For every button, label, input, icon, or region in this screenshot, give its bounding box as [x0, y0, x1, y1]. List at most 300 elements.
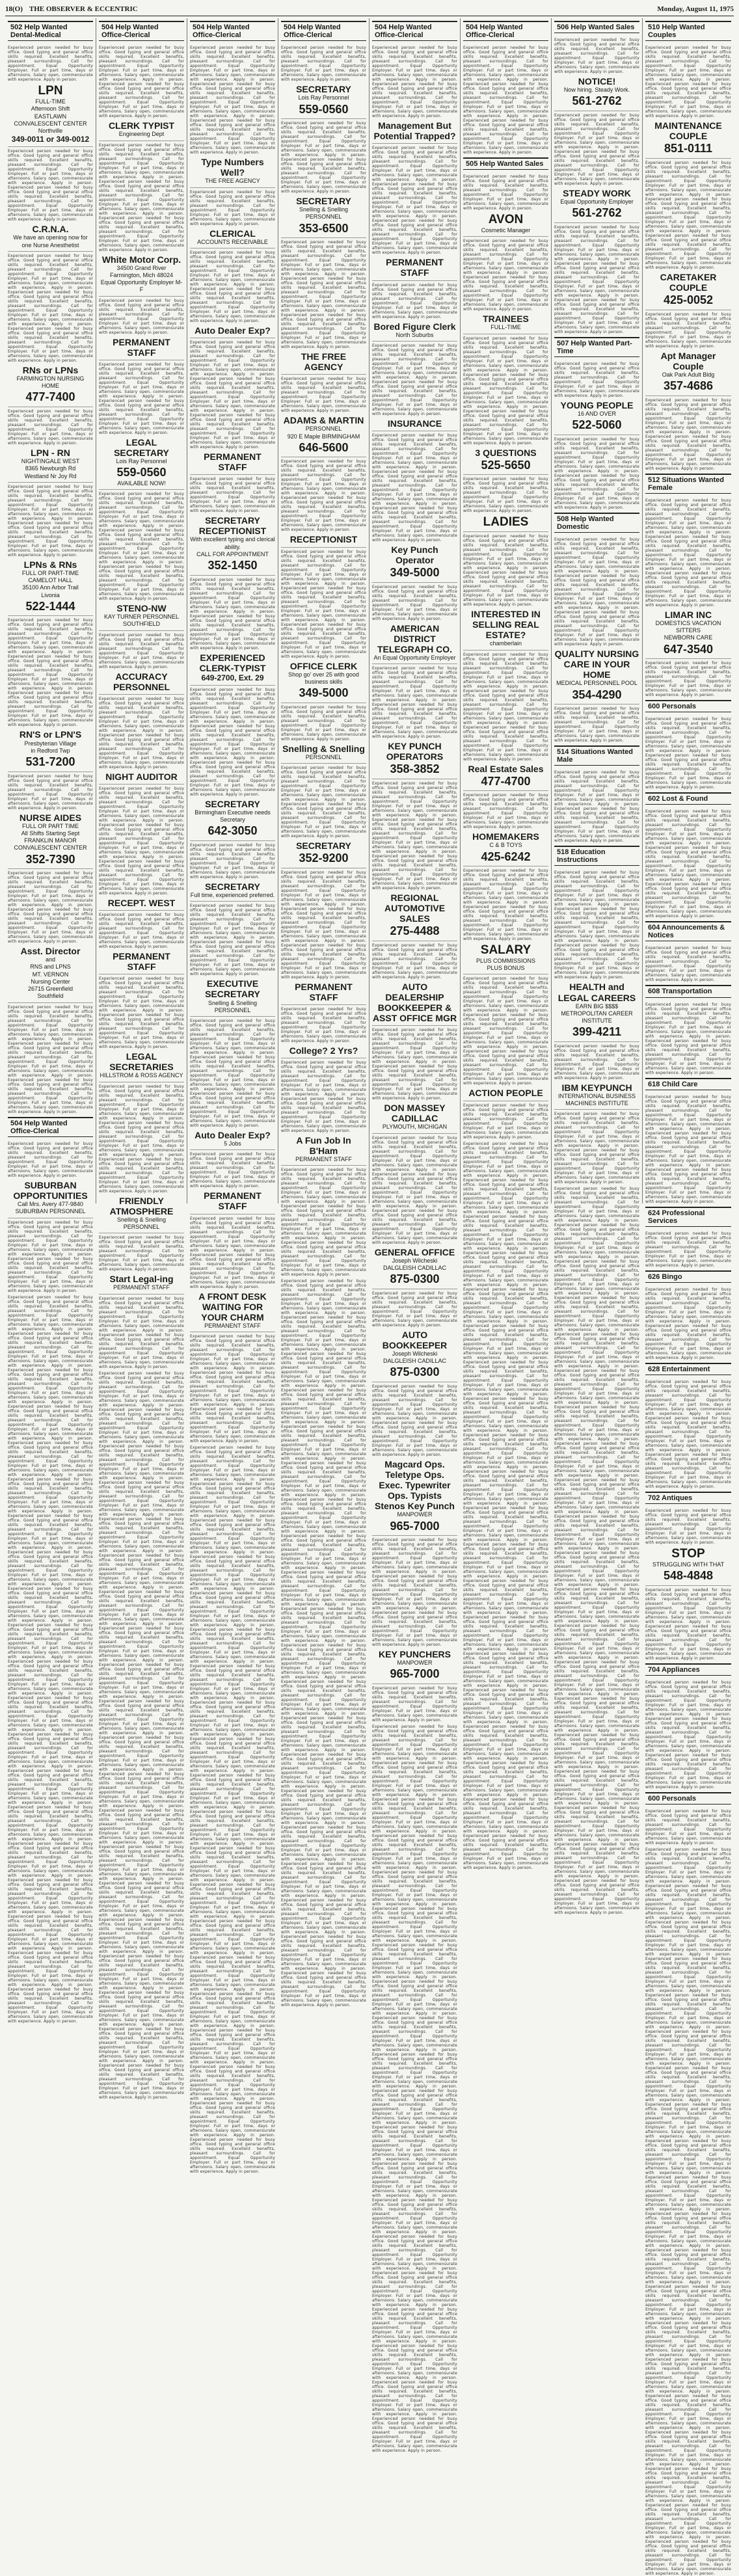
ad-line: 8365 Newburgh Rd — [25, 465, 76, 472]
ad-title: ACTION PEOPLE — [468, 1088, 543, 1099]
ad-line: 5 Jobs — [224, 1140, 241, 1147]
small-print-filler: Experienced person needed for busy office. Good typing and general office skills required. Excellent benefits, pleasant surroundings. Call for appointment. Equal Opportunity Employer. Full or part time, days or afternoons. Salary open, commensurate with experience. Apply in person. Experienced person needed for busy office. Good typing and general office skills required. Excellent benefits, pleasant surroundings. Call for appointment. Equal Opportunity Employer. Full or part time, days or afternoons. Salary open, commensurate with experience. Apply in person. Experienced person needed for busy office. Good typing and general office skills required. Excellent benefits, pleasant surroundings. Call for appointment. Equal Opportunity Employer. Full or part time, days or afternoons. Salary open, commensurate with experience. Apply in person. — [281, 870, 366, 980]
classified-ad — [281, 659, 366, 703]
ad-title: PERMANENT STAFF — [113, 950, 170, 973]
ad-line: 26715 Greenfield — [27, 986, 74, 993]
small-print-filler: Experienced person needed for busy office. Good typing and general office skills required. Excellent benefits, pleasant surroundings. Call for appointment. Equal Opportunity Employer. Full or part time, days or afternoons. Salary open, commensurate with experience. Apply in person. Experienced person needed for busy office. Good typing and general office skills required. Excellent benefits, pleasant surroundings. Call for appointment. Equal Opportunity Employer. Full or part time, days or afternoons. Salary open, commensurate with experience. Apply in person. — [645, 1287, 731, 1360]
small-print-filler: Experienced person needed for busy office. Good typing and general office skills required. Excellent benefits, pleasant surroundings. Call for appointment. Equal Opportunity Employer. Full or part time, days or afternoons. Salary open, commensurate with experience. Apply in person. — [554, 1043, 639, 1080]
section-heading: 624 Professional Services — [645, 1207, 731, 1227]
small-print-filler: Experienced person needed for busy office. Good typing and general office skills required. Excellent benefits, pleasant surroundings. Call for appointment. Equal Opportunity Employer. Full or part time, days or afternoons. Salary open, commensurate with experience. Apply in person. Experienced person needed for busy office. Good typing and general office skills required. Excellent benefits, pleasant surroundings. Call for appointment. Equal Opportunity Employer. Full or part time, days or afternoons. Salary open, commensurate with experience. Apply in person. Experienced person needed for busy office. Good typing and general office skills required. Excellent benefits, pleasant surroundings. Call for appointment. Equal Opportunity Employer. Full or part time, days or afternoons. Salary open, commensurate with experience. Apply in person. — [645, 1680, 731, 1790]
classified-ad — [372, 980, 457, 1026]
ad-title: AUTO DEALERSHIP BOOKKEEPER & ASST OFFICE MGR — [372, 981, 457, 1023]
column-5 — [370, 18, 461, 2453]
small-print-filler: Experienced person needed for busy office. Good typing and general office skills required. Excellent benefits, pleasant surroundings. Call for appointment. Equal Opportunity Employer. Full or part time, days or afternoons. Salary open, commensurate with experience. Apply in person. Experienced person needed for busy office. Good typing and general office skills required. Excellent benefits, pleasant surroundings. Call for appointment. Equal Opportunity Employer. Full or part time, days or afternoons. Salary open, commensurate with experience. Apply in person. Experienced person needed for busy office. Good typing and general office skills required. Excellent benefits, pleasant surroundings. Call for appointment. Equal Opportunity Employer. Full or part time, days or afternoons. Salary open, commensurate with experience. Apply in person. Experienced person needed for busy office. Good typing and general office skills required. Excellent benefits, pleasant surroundings. Call for appointment. Equal Opportunity Employer. Full or part time, days or afternoons. Salary open, commensurate with experience. Apply in person. Experienced person needed for busy office. Good typing and general office skills required. Excellent benefits, pleasant surroundings. Call for appointment. Equal Opportunity Employer. Full or part time, days or afternoons. Salary open, commensurate with experience. Apply in person. Experienced person needed for busy office. Good typing and general office skills required. Excellent benefits, pleasant surroundings. Call for appointment. Equal Opportunity Employer. Full or part time, days or afternoons. Salary open, commensurate with experience. Apply in person. Experienced person needed for busy office. Good typing and general office skills required. Excellent benefits, pleasant surroundings. Call for appointment. Equal Opportunity Employer. Full or part time, days or afternoons. Salary open, commensurate with experience. Apply in person. Experienced person needed for busy office. Good typing and general office skills required. Excellent benefits, pleasant surroundings. Call for appointment. Equal Opportunity Employer. Full or part time, days or afternoons. Salary open, commensurate with experience. Apply in person. Experienced person needed for busy office. Good typing and general office skills required. Excellent benefits, pleasant surroundings. Call for appointment. Equal Opportunity Employer. Full or part time, days or afternoons. Salary open, commensurate with experience. Apply in person. Experienced person needed for busy office. Good typing and general office skills required. Excellent benefits, pleasant surroundings. Call for appointment. Equal Opportunity Employer. Full or part time, days or afternoons. Salary open, commensurate with experience. Apply in person. Experienced person needed for busy office. Good typing and general office skills required. Excellent benefits, pleasant surroundings. Call for appointment. Equal Opportunity Employer. Full or part time, days or afternoons. Salary open, commensurate with experience. Apply in person. Experienced person needed for busy office. Good typing and general office skills required. Excellent benefits, pleasant surroundings. Call for appointment. Equal Opportunity Employer. Full or part time, days or afternoons. Salary open, commensurate with experience. Apply in person. Experienced person needed for busy office. Good typing and general office skills required. Excellent benefits, pleasant surroundings. Call for appointment. Equal Opportunity Employer. Full or part time, days or afternoons. Salary open, commensurate with experience. Apply in person. Experienced person needed for busy office. Good typing and general office skills required. Excellent benefits, pleasant surroundings. Call for appointment. Equal Opportunity Employer. Full or part time, days or afternoons. Salary open, commensurate with experience. Apply in person. Experienced person needed for busy office. Good typing and general office skills required. Excellent benefits, pleasant surroundings. Call for appointment. Equal Opportunity Employer. Full or part time, days or afternoons. Salary open, commensurate with experience. Apply in person. Experienced person needed for busy office. Good typing and general office skills required. Excellent benefits, pleasant surroundings. Call for appointment. Equal Opportunity Employer. Full or part time, days or afternoons. Salary open, commensurate with experience. Apply in person. Experienced person needed for busy office. Good typing and general office skills required. Excellent benefits, pleasant surroundings. Call for appointment. Equal Opportunity Employer. Full or part time, days or afternoons. Salary open, commensurate with experience. Apply in person. Experienced person needed for busy office. Good typing and general office skills required. Excellent benefits, pleasant surroundings. Call for appointment. Equal Opportunity Employer. Full or part time, days or afternoons. Salary open, commensurate with experience. Apply in person. Experienced person needed for busy office. Good typing and general office skills required. Excellent benefits, pleasant surroundings. Call for appointment. Equal Opportunity Employer. Full or part time, days or afternoons. Salary open, commensurate with experience. Apply in person. Experienced person needed for busy office. Good typing and general office skills required. Excellent benefits, pleasant surroundings. Call for appointment. Equal Opportunity Employer. Full or part time, days or afternoons. Salary open, commensurate with experience. Apply in person. — [99, 1371, 184, 2100]
ad-title: SECRETARY — [296, 840, 351, 851]
classified-ad — [281, 1043, 366, 1058]
ad-line: Northville — [38, 127, 63, 135]
column-6 — [461, 18, 552, 1870]
ad-title: STOP — [671, 1547, 705, 1561]
section-heading: 618 Child Care — [645, 1078, 731, 1090]
section-heading: 504 Help Wanted Office-Clerical — [281, 21, 366, 41]
small-print-filler: Experienced person needed for busy office. Good typing and general office skills required. Excellent benefits, pleasant surroundings. Call for appointment. Equal Opportunity Employer. Full or part time, days or afternoons. Salary open, commensurate with experience. Apply in person. Experienced person needed for busy office. Good typing and general office skills required. Excellent benefits, pleasant surroundings. Call for appointment. Equal Opportunity Employer. Full or part time, days or afternoons. Salary open, commensurate with experience. Apply in person. Experienced person needed for busy office. Good typing and general office skills required. Excellent benefits, pleasant surroundings. Call for appointment. Equal Opportunity Employer. Full or part time, days or afternoons. Salary open, commensurate with experience. Apply in person. — [8, 253, 93, 363]
ad-line: PERMANENT STAFF — [204, 1322, 261, 1329]
ad-line: Livonia — [41, 591, 60, 598]
ad-phone: 531-7200 — [25, 755, 75, 768]
small-print-filler: Experienced person needed for busy office. Good typing and general office skills required. Excellent benefits, pleasant surroundings. Call for appointment. Equal Opportunity Employer. Full or part time, days or afternoons. Salary open, commensurate with experience. Apply in person. Experienced person needed for busy office. Good typing and general office skills required. Excellent benefits, pleasant surroundings. Call for appointment. Equal Opportunity Employer. Full or part time, days or afternoons. Salary open, commensurate with experience. Apply in person. — [372, 1028, 457, 1101]
ad-phone: 548-4848 — [663, 1569, 714, 1583]
small-print-filler: Experienced person needed for busy office. Good typing and general office skills required. Excellent benefits, pleasant surroundings. Call for appointment. Equal Opportunity Employer. Full or part time, days or afternoons. Salary open, commensurate with experience. Apply in person. Experienced person needed for busy office. Good typing and general office skills required. Excellent benefits, pleasant surroundings. Call for appointment. Equal Opportunity Employer. Full or part time, days or afternoons. Salary open, commensurate with experience. Apply in person. — [190, 904, 275, 977]
section-heading: 512 Situations Wanted Female — [645, 474, 731, 494]
classified-columns — [5, 18, 734, 2576]
ad-line: PERMANENT STAFF — [295, 1156, 352, 1162]
page-header — [5, 4, 734, 14]
ad-title: KEY PUNCHERS — [379, 1649, 451, 1659]
ad-title: ACCURACY PERSONNEL — [113, 671, 170, 692]
ad-line: All Shifts Starting Sept — [21, 829, 80, 837]
ad-line: MANPOWER — [397, 1659, 433, 1667]
ad-line: Lois Ray Personnel — [116, 458, 167, 464]
small-print-filler: Experienced person needed for busy office. Good typing and general office skills required. Excellent benefits, pleasant surroundings. Call for appointment. Equal Opportunity Employer. Full or part time, days or afternoons. Salary open, commensurate with experience. Apply in person. — [372, 943, 457, 980]
ad-title: Snelling & Snelling — [282, 743, 365, 754]
ad-phone: 349-5000 — [390, 566, 440, 580]
small-print-filler: Experienced person needed for busy office. Good typing and general office skills required. Excellent benefits, pleasant surroundings. Call for appointment. Equal Opportunity Employer. Full or part time, days or afternoons. Salary open, commensurate with experience. Apply in person. Experienced person needed for busy office. Good typing and general office skills required. Excellent benefits, pleasant surroundings. Call for appointment. Equal Opportunity Employer. Full or part time, days or afternoons. Salary open, commensurate with experience. Apply in person. Experienced person needed for busy office. Good typing and general office skills required. Excellent benefits, pleasant surroundings. Call for appointment. Equal Opportunity Employer. Full or part time, days or afternoons. Salary open, commensurate with experience. Apply in person. — [190, 687, 275, 797]
ad-phone: 875-0300 — [390, 1365, 440, 1379]
ad-line: FULL OR PART TIME — [21, 822, 79, 829]
section-heading: 505 Help Wanted Sales — [463, 157, 548, 170]
ad-title: PERMANENT STAFF — [113, 336, 170, 358]
ad-title: EXECUTIVE SECRETARY — [205, 978, 260, 1000]
ad-title: Magcard Ops. Teletype Ops. Exec. Typewriter Ops. Typists Stenos Key Punch — [375, 1458, 455, 1512]
ad-line: DOMESTICS VACATION SITTERS — [655, 619, 721, 634]
ad-line: FRANKLIN MANOR — [24, 837, 77, 844]
classified-ad — [99, 1049, 184, 1082]
ad-phone: 358-3852 — [390, 762, 440, 776]
ad-phone: 642-3050 — [208, 824, 258, 838]
ad-title: A FRONT DESK WAITING FOR YOUR CHARM — [198, 1291, 267, 1322]
small-print-filler: Experienced person needed for busy office. Good typing and general office skills required. Excellent benefits, pleasant surroundings. Call for appointment. Equal Opportunity Employer. Full or part time, days or afternoons. Salary open, commensurate with experience. Apply in person. Experienced person needed for busy office. Good typing and general office skills required. Excellent benefits, pleasant surroundings. Call for appointment. Equal Opportunity Employer. Full or part time, days or afternoons. Salary open, commensurate with experience. Apply in person. Experienced person needed for busy office. Good typing and general office skills required. Excellent benefits, pleasant surroundings. Call for appointment. Equal Opportunity Employer. Full or part time, days or afternoons. Salary open, commensurate with experience. Apply in person. — [645, 1379, 731, 1489]
ad-title: HEALTH and LEGAL CAREERS — [558, 982, 636, 1003]
classified-ad — [554, 980, 639, 1041]
classified-ad — [99, 252, 184, 297]
small-print-filler: Experienced person needed for busy office. Good typing and general office skills required. Excellent benefits, pleasant surroundings. Call for appointment. Equal Opportunity Employer. Full or part time, days or afternoons. Salary open, commensurate with experience. Apply in person. — [281, 377, 366, 414]
ad-phone: 851-0111 — [664, 142, 713, 155]
classified-ad — [372, 319, 457, 342]
column-8 — [643, 18, 734, 2576]
section-heading: 608 Transportation — [645, 985, 731, 997]
section-heading: 504 Help Wanted Office-Clerical — [8, 1117, 93, 1137]
small-print-filler: Experienced person needed for busy office. Good typing and general office skills required. Excellent benefits, pleasant surroundings. Call for appointment. Equal Opportunity Employer. Full or part time, days or afternoons. Salary open, commensurate with experience. Apply in person. Experienced person needed for busy office. Good typing and general office skills required. Excellent benefits, pleasant surroundings. Call for appointment. Equal Opportunity Employer. Full or part time, days or afternoons. Salary open, commensurate with experience. Apply in person. Experienced person needed for busy office. Good typing and general office skills required. Excellent benefits, pleasant surroundings. Call for appointment. Equal Opportunity Employer. Full or part time, days or afternoons. Salary open, commensurate with experience. Apply in person. — [463, 652, 548, 762]
ad-line: KAY TURNER PERSONNEL — [103, 613, 180, 621]
ad-phone: 352-7390 — [25, 852, 75, 866]
column-3 — [187, 18, 278, 2175]
small-print-filler: Experienced person needed for busy office. Good typing and general office skills required. Excellent benefits, pleasant surroundings. Call for appointment. Equal Opportunity Employer. Full or part time, days or afternoons. Salary open, commensurate with experience. Apply in person. Experienced person needed for busy office. Good typing and general office skills required. Excellent benefits, pleasant surroundings. Call for appointment. Equal Opportunity Employer. Full or part time, days or afternoons. Salary open, commensurate with experience. Apply in person. Experienced person needed for busy office. Good typing and general office skills required. Excellent benefits, pleasant surroundings. Call for appointment. Equal Opportunity Employer. Full or part time, days or afternoons. Salary open, commensurate with experience. Apply in person. — [190, 340, 275, 450]
ad-phone: 353-6500 — [299, 221, 349, 235]
small-print-filler: Experienced person needed for busy office. Good typing and general office skills required. Excellent benefits, pleasant surroundings. Call for appointment. Equal Opportunity Employer. Full or part time, days or afternoons. Salary open, commensurate with experience. Apply in person. — [372, 1685, 457, 1723]
small-print-filler: Experienced person needed for busy office. Good typing and general office skills required. Excellent benefits, pleasant surroundings. Call for appointment. Equal Opportunity Employer. Full or part time, days or afternoons. Salary open, commensurate with experience. Apply in person. — [463, 1103, 548, 1140]
ad-line: EASTLAWN — [34, 113, 67, 120]
small-print-filler: Experienced person needed for busy office. Good typing and general office skills required. Excellent benefits, pleasant surroundings. Call for appointment. Equal Opportunity Employer. Full or part time, days or afternoons. Salary open, commensurate with experience. Apply in person. — [281, 1006, 366, 1043]
classified-ad — [281, 980, 366, 1005]
ad-phone: 477-4700 — [481, 774, 531, 788]
ad-title: SUBURBAN OPPORTUNITIES — [13, 1179, 88, 1201]
small-print-filler: Experienced person needed for busy office. Good typing and general office skills required. Excellent benefits, pleasant surroundings. Call for appointment. Equal Opportunity Employer. Full or part time, days or afternoons. Salary open, commensurate with experience. Apply in person. Experienced person needed for busy office. Good typing and general office skills required. Excellent benefits, pleasant surroundings. Call for appointment. Equal Opportunity Employer. Full or part time, days or afternoons. Salary open, commensurate with experience. Apply in person. Experienced person needed for busy office. Good typing and general office skills required. Excellent benefits, pleasant surroundings. Call for appointment. Equal Opportunity Employer. Full or part time, days or afternoons. Salary open, commensurate with experience. Apply in person. — [372, 433, 457, 543]
ad-title: NIGHT AUDITOR — [105, 771, 178, 782]
small-print-filler: Experienced person needed for busy office. Good typing and general office skills required. Excellent benefits, pleasant surroundings. Call for appointment. Equal Opportunity Employer. Full or part time, days or afternoons. Salary open, commensurate with experience. Apply in person. — [372, 282, 457, 319]
classified-ad — [99, 669, 184, 695]
small-print-filler: Experienced person needed for busy office. Good typing and general office skills required. Excellent benefits, pleasant surroundings. Call for appointment. Equal Opportunity Employer. Full or part time, days or afternoons. Salary open, commensurate with experience. Apply in person. — [372, 1291, 457, 1328]
ad-phone: 354-4290 — [572, 688, 622, 701]
small-print-filler: Experienced person needed for busy office. Good typing and general office skills required. Excellent benefits, pleasant surroundings. Call for appointment. Equal Opportunity Employer. Full or part time, days or afternoons. Salary open, commensurate with experience. Apply in person. — [8, 773, 93, 811]
ad-title: TRAINEES — [483, 314, 529, 325]
small-print-filler: Experienced person needed for busy office. Good typing and general office skills required. Excellent benefits, pleasant surroundings. Call for appointment. Equal Opportunity Employer. Full or part time, days or afternoons. Salary open, commensurate with experience. Apply in person. — [190, 477, 275, 514]
small-print-filler: Experienced person needed for busy office. Good typing and general office skills required. Excellent benefits, pleasant surroundings. Call for appointment. Equal Opportunity Employer. Full or part time, days or afternoons. Salary open, commensurate with experience. Apply in person. Experienced person needed for busy office. Good typing and general office skills required. Excellent benefits, pleasant surroundings. Call for appointment. Equal Opportunity Employer. Full or part time, days or afternoons. Salary open, commensurate with experience. Apply in person. Experienced person needed for busy office. Good typing and general office skills required. Excellent benefits, pleasant surroundings. Call for appointment. Equal Opportunity Employer. Full or part time, days or afternoons. Salary open, commensurate with experience. Apply in person. — [554, 224, 639, 334]
classified-ad — [372, 1457, 457, 1536]
classified-ad — [99, 435, 184, 490]
ad-title: CARETAKER COUPLE — [660, 271, 717, 293]
classified-ad — [281, 413, 366, 457]
classified-ad — [281, 839, 366, 868]
small-print-filler: Experienced person needed for busy office. Good typing and general office skills required. Excellent benefits, pleasant surroundings. Call for appointment. Equal Opportunity Employer. Full or part time, days or afternoons. Salary open, commensurate with experience. Apply in person. — [645, 1509, 731, 1546]
small-print-filler: Experienced person needed for busy office. Good typing and general office skills required. Excellent benefits, pleasant surroundings. Call for appointment. Equal Opportunity Employer. Full or part time, days or afternoons. Salary open, commensurate with experience. Apply in person. Experienced person needed for busy office. Good typing and general office skills required. Excellent benefits, pleasant surroundings. Call for appointment. Equal Opportunity Employer. Full or part time, days or afternoons. Salary open, commensurate with experience. Apply in person. — [190, 577, 275, 651]
ad-line: RNS and LPNS — [30, 963, 71, 971]
small-print-filler: Experienced person needed for busy office. Good typing and general office skills required. Excellent benefits, pleasant surroundings. Call for appointment. Equal Opportunity Employer. Full or part time, days or afternoons. Salary open, commensurate with experience. Apply in person. — [554, 38, 639, 75]
ad-title: SALARY — [480, 943, 531, 958]
ad-title: CLERICAL — [209, 228, 256, 239]
section-heading: 628 Entertainment — [645, 1363, 731, 1375]
small-print-filler: Experienced person needed for busy office. Good typing and general office skills required. Excellent benefits, pleasant surroundings. Call for appointment. Equal Opportunity Employer. Full or part time, days or afternoons. Salary open, commensurate with experience. Apply in person. Experienced person needed for busy office. Good typing and general office skills required. Excellent benefits, pleasant surroundings. Call for appointment. Equal Opportunity Employer. Full or part time, days or afternoons. Salary open, commensurate with experience. Apply in person. — [99, 362, 184, 435]
ad-title: NURSE AIDES — [19, 812, 82, 823]
small-print-filler: Experienced person needed for busy office. Good typing and general office skills required. Excellent benefits, pleasant surroundings. Call for appointment. Equal Opportunity Employer. Full or part time, days or afternoons. Salary open, commensurate with experience. Apply in person. Experienced person needed for busy office. Good typing and general office skills required. Excellent benefits, pleasant surroundings. Call for appointment. Equal Opportunity Employer. Full or part time, days or afternoons. Salary open, commensurate with experience. Apply in person. Experienced person needed for busy office. Good typing and general office skills required. Excellent benefits, pleasant surroundings. Call for appointment. Equal Opportunity Employer. Full or part time, days or afternoons. Salary open, commensurate with experience. Apply in person. — [645, 1094, 731, 1204]
ad-title: C.R.N.A. — [32, 224, 69, 235]
ad-title: DON MASSEY CADILLAC — [384, 1103, 446, 1124]
ad-line: DALGLEISH CADILLAC — [383, 1264, 447, 1271]
classified-ad — [190, 879, 275, 902]
classified-ad — [372, 416, 457, 431]
small-print-filler: Experienced person needed for busy office. Good typing and general office skills required. Excellent benefits, pleasant surroundings. Call for appointment. Equal Opportunity Employer. Full or part time, days or afternoons. Salary open, commensurate with experience. Apply in person. — [645, 312, 731, 349]
ad-title: INSURANCE — [387, 418, 442, 429]
ad-phone: 875-0300 — [390, 1272, 440, 1286]
ad-line: PLUS COMMISSIONS — [476, 957, 535, 964]
ad-title: AUTO BOOKKEEPER — [382, 1329, 448, 1350]
small-print-filler: Experienced person needed for busy office. Good typing and general office skills required. Excellent benefits, pleasant surroundings. Call for appointment. Equal Opportunity Employer. Full or part time, days or afternoons. Salary open, commensurate with experience. Apply in person. Experienced person needed for busy office. Good typing and general office skills required. Excellent benefits, pleasant surroundings. Call for appointment. Equal Opportunity Employer. Full or part time, days or afternoons. Salary open, commensurate with experience. Apply in person. — [463, 868, 548, 942]
small-print-filler: Experienced person needed for busy office. Good typing and general office skills required. Excellent benefits, pleasant surroundings. Call for appointment. Equal Opportunity Employer. Full or part time, days or afternoons. Salary open, commensurate with experience. Apply in person. Experienced person needed for busy office. Good typing and general office skills required. Excellent benefits, pleasant surroundings. Call for appointment. Equal Opportunity Employer. Full or part time, days or afternoons. Salary open, commensurate with experience. Apply in person. — [190, 1216, 275, 1289]
classified-ad — [645, 608, 731, 659]
ad-title: Auto Dealer Exp? — [195, 325, 271, 336]
section-heading: 502 Help Wanted Dental-Medical — [8, 21, 93, 41]
ad-title: RNs or LPNs — [22, 364, 79, 375]
classified-ad — [463, 312, 548, 334]
small-print-filler: Experienced person needed for busy office. Good typing and general office skills required. Excellent benefits, pleasant surroundings. Call for appointment. Equal Opportunity Employer. Full or part time, days or afternoons. Salary open, commensurate with experience. Apply in person. Experienced person needed for busy office. Good typing and general office skills required. Excellent benefits, pleasant surroundings. Call for appointment. Equal Opportunity Employer. Full or part time, days or afternoons. Salary open, commensurate with experience. Apply in person. — [281, 1060, 366, 1133]
classified-ad — [554, 398, 639, 435]
small-print-filler: Experienced person needed for busy office. Good typing and general office skills required. Excellent benefits, pleasant surroundings. Call for appointment. Equal Opportunity Employer. Full or part time, days or afternoons. Salary open, commensurate with experience. Apply in person. — [645, 661, 731, 698]
ad-line: PERSONNEL — [123, 1224, 160, 1231]
classified-ad — [190, 155, 275, 187]
ad-title: YOUNG PEOPLE — [560, 399, 634, 410]
classified-ad — [463, 446, 548, 476]
ad-title: LEGAL SECRETARY — [114, 436, 169, 458]
ad-line: INTERNATIONAL BUSINESS MACHINES INSTITUTE — [558, 1092, 636, 1107]
ad-title: LADIES — [483, 515, 529, 530]
classified-ad — [190, 513, 275, 575]
ad-line: Southfield — [37, 993, 64, 1000]
classified-ad — [190, 1128, 275, 1150]
ad-title: Management But Potential Trapped? — [373, 120, 456, 142]
ad-line: MT. VERNON — [32, 971, 69, 978]
ad-title: REGIONAL AUTOMOTIVE SALES — [384, 892, 446, 924]
ad-line: CONVALESCENT CENTER — [14, 844, 87, 852]
ad-title: PERMANENT STAFF — [204, 1190, 262, 1212]
small-print-filler: Experienced person needed for busy office. Good typing and general office skills required. Excellent benefits, pleasant surroundings. Call for appointment. Equal Opportunity Employer. Full or part time, days or afternoons. Salary open, commensurate with experience. Apply in person. Experienced person needed for busy office. Good typing and general office skills required. Excellent benefits, pleasant surroundings. Call for appointment. Equal Opportunity Employer. Full or part time, days or afternoons. Salary open, commensurate with experience. Apply in person. Experienced person needed for busy office. Good typing and general office skills required. Excellent benefits, pleasant surroundings. Call for appointment. Equal Opportunity Employer. Full or part time, days or afternoons. Salary open, commensurate with experience. Apply in person. — [645, 498, 731, 608]
classified-ad — [372, 891, 457, 941]
ad-title: Real Estate Sales — [468, 763, 544, 774]
ad-title: LPN - RN — [31, 447, 70, 458]
column-4 — [278, 18, 370, 2008]
ad-line: Engineering Dept — [118, 131, 165, 138]
classified-ad — [8, 363, 93, 407]
ad-phone: 399-4211 — [572, 1025, 622, 1039]
section-heading: 604 Announcements & Notices — [645, 921, 731, 941]
ad-line: Equal Opportunity Employer M-F — [100, 279, 183, 293]
classified-ad — [372, 739, 457, 779]
ad-line: PERMANENT STAFF — [113, 1284, 170, 1291]
classified-ad — [99, 335, 184, 360]
small-print-filler: Experienced person needed for busy office. Good typing and general office skills required. Excellent benefits, pleasant surroundings. Call for appointment. Equal Opportunity Employer. Full or part time, days or afternoons. Salary open, commensurate with experience. Apply in person. — [281, 46, 366, 83]
classified-ad — [463, 211, 548, 237]
small-print-filler: Experienced person needed for busy office. Good typing and general office skills required. Excellent benefits, pleasant surroundings. Call for appointment. Equal Opportunity Employer. Full or part time, days or afternoons. Salary open, commensurate with experience. Apply in person. Experienced person needed for busy office. Good typing and general office skills required. Excellent benefits, pleasant surroundings. Call for appointment. Equal Opportunity Employer. Full or part time, days or afternoons. Salary open, commensurate with experience. Apply in person. — [645, 46, 731, 119]
ad-phone: 559-0560 — [299, 102, 349, 116]
classified-ad — [372, 1245, 457, 1289]
ad-title: Asst. Director — [20, 946, 81, 957]
ad-line: CAMELOT HALL — [28, 577, 73, 584]
ad-phone: 649-2700, Ext. 29 — [201, 673, 264, 682]
small-print-filler: Experienced person needed for busy office. Good typing and general office skills required. Excellent benefits, pleasant surroundings. Call for appointment. Equal Opportunity Employer. Full or part time, days or afternoons. Salary open, commensurate with experience. Apply in person. Experienced person needed for busy office. Good typing and general office skills required. Excellent benefits, pleasant surroundings. Call for appointment. Equal Opportunity Employer. Full or part time, days or afternoons. Salary open, commensurate with experience. Apply in person. Experienced person needed for busy office. Good typing and general office skills required. Excellent benefits, pleasant surroundings. Call for appointment. Equal Opportunity Employer. Full or part time, days or afternoons. Salary open, commensurate with experience. Apply in person. Experienced person needed for busy office. Good typing and general office skills required. Excellent benefits, pleasant surroundings. Call for appointment. Equal Opportunity Employer. Full or part time, days or afternoons. Salary open, commensurate with experience. Apply in person. Experienced person needed for busy office. Good typing and general office skills required. Excellent benefits, pleasant surroundings. Call for appointment. Equal Opportunity Employer. Full or part time, days or afternoons. Salary open, commensurate with experience. Apply in person. Experienced person needed for busy office. Good typing and general office skills required. Excellent benefits, pleasant surroundings. Call for appointment. Equal Opportunity Employer. Full or part time, days or afternoons. Salary open, commensurate with experience. Apply in person. Experienced person needed for busy office. Good typing and general office skills required. Excellent benefits, pleasant surroundings. Call for appointment. Equal Opportunity Employer. Full or part time, days or afternoons. Salary open, commensurate with experience. Apply in person. Experienced person needed for busy office. Good typing and general office skills required. Excellent benefits, pleasant surroundings. Call for appointment. Equal Opportunity Employer. Full or part time, days or afternoons. Salary open, commensurate with experience. Apply in person. Experienced person needed for busy office. Good typing and general office skills required. Excellent benefits, pleasant surroundings. Call for appointment. Equal Opportunity Employer. Full or part time, days or afternoons. Salary open, commensurate with experience. Apply in person. Experienced person needed for busy office. Good typing and general office skills required. Excellent benefits, pleasant surroundings. Call for appointment. Equal Opportunity Employer. Full or part time, days or afternoons. Salary open, commensurate with experience. Apply in person. Experienced person needed for busy office. Good typing and general office skills required. Excellent benefits, pleasant surroundings. Call for appointment. Equal Opportunity Employer. Full or part time, days or afternoons. Salary open, commensurate with experience. Apply in person. Experienced person needed for busy office. Good typing and general office skills required. Excellent benefits, pleasant surroundings. Call for appointment. Equal Opportunity Employer. Full or part time, days or afternoons. Salary open, commensurate with experience. Apply in person. Experienced person needed for busy office. Good typing and general office skills required. Excellent benefits, pleasant surroundings. Call for appointment. Equal Opportunity Employer. Full or part time, days or afternoons. Salary open, commensurate with experience. Apply in person. Experienced person needed for busy office. Good typing and general office skills required. Excellent benefits, pleasant surroundings. Call for appointment. Equal Opportunity Employer. Full or part time, days or afternoons. Salary open, commensurate with experience. Apply in person. Experienced person needed for busy office. Good typing and general office skills required. Excellent benefits, pleasant surroundings. Call for appointment. Equal Opportunity Employer. Full or part time, days or afternoons. Salary open, commensurate with experience. Apply in person. Experienced person needed for busy office. Good typing and general office skills required. Excellent benefits, pleasant surroundings. Call for appointment. Equal Opportunity Employer. Full or part time, days or afternoons. Salary open, commensurate with experience. Apply in person. Experienced person needed for busy office. Good typing and general office skills required. Excellent benefits, pleasant surroundings. Call for appointment. Equal Opportunity Employer. Full or part time, days or afternoons. Salary open, commensurate with experience. Apply in person. Experienced person needed for busy office. Good typing and general office skills required. Excellent benefits, pleasant surroundings. Call for appointment. Equal Opportunity Employer. Full or part time, days or afternoons. Salary open, commensurate with experience. Apply in person. Experienced person needed for busy office. Good typing and general office skills required. Excellent benefits, pleasant surroundings. Call for appointment. Equal Opportunity Employer. Full or part time, days or afternoons. Salary open, commensurate with experience. Apply in person. Experienced person needed for busy office. Good typing and general office skills required. Excellent benefits, pleasant surroundings. Call for appointment. Equal Opportunity Employer. Full or part time, days or afternoons. Salary open, commensurate with experience. Apply in person. — [372, 1724, 457, 2453]
small-print-filler: Experienced person needed for busy office. Good typing and general office skills required. Excellent benefits, pleasant surroundings. Call for appointment. Equal Opportunity Employer. Full or part time, days or afternoons. Salary open, commensurate with experience. Apply in person. Experienced person needed for busy office. Good typing and general office skills required. Excellent benefits, pleasant surroundings. Call for appointment. Equal Opportunity Employer. Full or part time, days or afternoons. Salary open, commensurate with experience. Apply in person. — [463, 534, 548, 608]
ad-line: 920 E Maple BIRMINGHAM — [287, 433, 360, 440]
ad-title: QUALITY NURSING CARE IN YOUR HOME — [554, 649, 639, 680]
small-print-filler: Experienced person needed for busy office. Good typing and general office skills required. Excellent benefits, pleasant surroundings. Call for appointment. Equal Opportunity Employer. Full or part time, days or afternoons. Salary open, commensurate with experience. Apply in person. Experienced person needed for busy office. Good typing and general office skills required. Excellent benefits, pleasant surroundings. Call for appointment. Equal Opportunity Employer. Full or part time, days or afternoons. Salary open, commensurate with experience. Apply in person. Experienced person needed for busy office. Good typing and general office skills required. Excellent benefits, pleasant surroundings. Call for appointment. Equal Opportunity Employer. Full or part time, days or afternoons. Salary open, commensurate with experience. Apply in person. — [463, 336, 548, 446]
small-print-filler: Experienced person needed for busy office. Good typing and general office skills required. Excellent benefits, pleasant surroundings. Call for appointment. Equal Opportunity Employer. Full or part time, days or afternoons. Salary open, commensurate with experience. Apply in person. — [190, 1152, 275, 1189]
classified-ad — [190, 976, 275, 1017]
section-heading: 506 Help Wanted Sales — [554, 21, 639, 33]
small-print-filler: Experienced person needed for busy office. Good typing and general office skills required. Excellent benefits, pleasant surroundings. Call for appointment. Equal Opportunity Employer. Full or part time, days or afternoons. Salary open, commensurate with experience. Apply in person. — [99, 1235, 184, 1272]
ad-title: LEGAL SECRETARIES — [109, 1051, 174, 1073]
ad-title: Bored Figure Clerk — [373, 321, 456, 332]
classified-ad — [99, 1194, 184, 1234]
section-heading: 626 Bingo — [645, 1270, 731, 1283]
classified-ad — [463, 941, 548, 974]
small-print-filler: Experienced person needed for busy office. Good typing and general office skills required. Excellent benefits, pleasant surroundings. Call for appointment. Equal Opportunity Employer. Full or part time, days or afternoons. Salary open, commensurate with experience. Apply in person. Experienced person needed for busy office. Good typing and general office skills required. Excellent benefits, pleasant surroundings. Call for appointment. Equal Opportunity Employer. Full or part time, days or afternoons. Salary open, commensurate with experience. Apply in person. — [99, 696, 184, 770]
ad-title: College? 2 Yrs? — [289, 1045, 358, 1056]
small-print-filler: Experienced person needed for busy office. Good typing and general office skills required. Excellent benefits, pleasant surroundings. Call for appointment. Equal Opportunity Employer. Full or part time, days or afternoons. Salary open, commensurate with experience. Apply in person. Experienced person needed for busy office. Good typing and general office skills required. Excellent benefits, pleasant surroundings. Call for appointment. Equal Opportunity Employer. Full or part time, days or afternoons. Salary open, commensurate with experience. Apply in person. Experienced person needed for busy office. Good typing and general office skills required. Excellent benefits, pleasant surroundings. Call for appointment. Equal Opportunity Employer. Full or part time, days or afternoons. Salary open, commensurate with experience. Apply in person. — [8, 1004, 93, 1114]
small-print-filler: Experienced person needed for busy office. Good typing and general office skills required. Excellent benefits, pleasant surroundings. Call for appointment. Equal Opportunity Employer. Full or part time, days or afternoons. Salary open, commensurate with experience. Apply in person. Experienced person needed for busy office. Good typing and general office skills required. Excellent benefits, pleasant surroundings. Call for appointment. Equal Opportunity Employer. Full or part time, days or afternoons. Salary open, commensurate with experience. Apply in person. Experienced person needed for busy office. Good typing and general office skills required. Excellent benefits, pleasant surroundings. Call for appointment. Equal Opportunity Employer. Full or part time, days or afternoons. Salary open, commensurate with experience. Apply in person. — [372, 781, 457, 891]
ad-line: Cosmetic Manager — [481, 227, 531, 234]
ad-line: NIGHTINGALE WEST — [21, 458, 80, 465]
ad-title: KEY PUNCH OPERATORS — [386, 741, 444, 762]
classified-ad — [8, 446, 93, 483]
issue-date: Monday, August 11, 1975 — [657, 5, 734, 13]
ad-line: CALL FOR APPOINTMENT — [196, 550, 269, 557]
classified-ad — [99, 949, 184, 974]
ad-phone: 646-5600 — [299, 440, 349, 454]
small-print-filler: Experienced person needed for busy office. Good typing and general office skills required. Excellent benefits, pleasant surroundings. Call for appointment. Equal Opportunity Employer. Full or part time, days or afternoons. Salary open, commensurate with experience. Apply in person. Experienced person needed for busy office. Good typing and general office skills required. Excellent benefits, pleasant surroundings. Call for appointment. Equal Opportunity Employer. Full or part time, days or afternoons. Salary open, commensurate with experience. Apply in person. Experienced person needed for busy office. Good typing and general office skills required. Excellent benefits, pleasant surroundings. Call for appointment. Equal Opportunity Employer. Full or part time, days or afternoons. Salary open, commensurate with experience. Apply in person. — [372, 1135, 457, 1245]
small-print-filler: Experienced person needed for busy office. Good typing and general office skills required. Excellent benefits, pleasant surroundings. Call for appointment. Equal Opportunity Employer. Full or part time, days or afternoons. Salary open, commensurate with experience. Apply in person. Experienced person needed for busy office. Good typing and general office skills required. Excellent benefits, pleasant surroundings. Call for appointment. Equal Opportunity Employer. Full or part time, days or afternoons. Salary open, commensurate with experience. Apply in person. Experienced person needed for busy office. Good typing and general office skills required. Excellent benefits, pleasant surroundings. Call for appointment. Equal Opportunity Employer. Full or part time, days or afternoons. Salary open, commensurate with experience. Apply in person. — [190, 1019, 275, 1128]
classified-ad — [190, 449, 275, 475]
ad-line: Snelling & Snelling — [299, 206, 349, 213]
ad-phone: 522-1444 — [25, 599, 75, 613]
ad-title: AMERICAN DISTRICT TELEGRAPH CO. — [377, 623, 453, 654]
ad-line: PERSONNEL — [305, 213, 342, 221]
small-print-filler: Experienced person needed for busy office. Good typing and general office skills required. Excellent benefits, pleasant surroundings. Call for appointment. Equal Opportunity Employer. Full or part time, days or afternoons. Salary open, commensurate with experience. Apply in person. Experienced person needed for busy office. Good typing and general office skills required. Excellent benefits, pleasant surroundings. Call for appointment. Equal Opportunity Employer. Full or part time, days or afternoons. Salary open, commensurate with experience. Apply in person. — [645, 1002, 731, 1075]
ad-line: 34500 Grand River — [116, 264, 167, 271]
ad-line: METROPOLITAN CAREER INSTITUTE — [561, 1010, 633, 1025]
ad-line: and — [45, 956, 56, 963]
classified-ad — [8, 82, 93, 147]
classified-ad — [645, 1545, 731, 1586]
ad-line: Full time, experienced preferred. — [190, 892, 275, 899]
classified-ad — [372, 543, 457, 583]
ad-title: SECRETARY — [296, 84, 351, 95]
ad-title: PERMANENT STAFF — [295, 981, 353, 1002]
ad-line: An Equal Opportunity Employer — [373, 654, 456, 661]
ad-title: SECRETARY RECEPTIONIST — [198, 515, 267, 537]
small-print-filler: Experienced person needed for busy office. Good typing and general office skills required. Excellent benefits, pleasant surroundings. Call for appointment. Equal Opportunity Employer. Full or part time, days or afternoons. Salary open, commensurate with experience. Apply in person. Experienced person needed for busy office. Good typing and general office skills required. Excellent benefits, pleasant surroundings. Call for appointment. Equal Opportunity Employer. Full or part time, days or afternoons. Salary open, commensurate with experience. Apply in person. — [372, 1384, 457, 1457]
small-print-filler: Experienced person needed for busy office. Good typing and general office skills required. Excellent benefits, pleasant surroundings. Call for appointment. Equal Opportunity Employer. Full or part time, days or afternoons. Salary open, commensurate with experience. Apply in person. Experienced person needed for busy office. Good typing and general office skills required. Excellent benefits, pleasant surroundings. Call for appointment. Equal Opportunity Employer. Full or part time, days or afternoons. Salary open, commensurate with experience. Apply in person. Experienced person needed for busy office. Good typing and general office skills required. Excellent benefits, pleasant surroundings. Call for appointment. Equal Opportunity Employer. Full or part time, days or afternoons. Salary open, commensurate with experience. Apply in person. Experienced person needed for busy office. Good typing and general office skills required. Excellent benefits, pleasant surroundings. Call for appointment. Equal Opportunity Employer. Full or part time, days or afternoons. Salary open, commensurate with experience. Apply in person. Experienced person needed for busy office. Good typing and general office skills required. Excellent benefits, pleasant surroundings. Call for appointment. Equal Opportunity Employer. Full or part time, days or afternoons. Salary open, commensurate with experience. Apply in person. Experienced person needed for busy office. Good typing and general office skills required. Excellent benefits, pleasant surroundings. Call for appointment. Equal Opportunity Employer. Full or part time, days or afternoons. Salary open, commensurate with experience. Apply in person. Experienced person needed for busy office. Good typing and general office skills required. Excellent benefits, pleasant surroundings. Call for appointment. Equal Opportunity Employer. Full or part time, days or afternoons. Salary open, commensurate with experience. Apply in person. Experienced person needed for busy office. Good typing and general office skills required. Excellent benefits, pleasant surroundings. Call for appointment. Equal Opportunity Employer. Full or part time, days or afternoons. Salary open, commensurate with experience. Apply in person. Experienced person needed for busy office. Good typing and general office skills required. Excellent benefits, pleasant surroundings. Call for appointment. Equal Opportunity Employer. Full or part time, days or afternoons. Salary open, commensurate with experience. Apply in person. Experienced person needed for busy office. Good typing and general office skills required. Excellent benefits, pleasant surroundings. Call for appointment. Equal Opportunity Employer. Full or part time, days or afternoons. Salary open, commensurate with experience. Apply in person. Experienced person needed for busy office. Good typing and general office skills required. Excellent benefits, pleasant surroundings. Call for appointment. Equal Opportunity Employer. Full or part time, days or afternoons. Salary open, commensurate with experience. Apply in person. Experienced person needed for busy office. Good typing and general office skills required. Excellent benefits, pleasant surroundings. Call for appointment. Equal Opportunity Employer. Full or part time, days or afternoons. Salary open, commensurate with experience. Apply in person. Experienced person needed for busy office. Good typing and general office skills required. Excellent benefits, pleasant surroundings. Call for appointment. Equal Opportunity Employer. Full or part time, days or afternoons. Salary open, commensurate with experience. Apply in person. Experienced person needed for busy office. Good typing and general office skills required. Excellent benefits, pleasant surroundings. Call for appointment. Equal Opportunity Employer. Full or part time, days or afternoons. Salary open, commensurate with experience. Apply in person. Experienced person needed for busy office. Good typing and general office skills required. Excellent benefits, pleasant surroundings. Call for appointment. Equal Opportunity Employer. Full or part time, days or afternoons. Salary open, commensurate with experience. Apply in person. Experienced person needed for busy office. Good typing and general office skills required. Excellent benefits, pleasant surroundings. Call for appointment. Equal Opportunity Employer. Full or part time, days or afternoons. Salary open, commensurate with experience. Apply in person. Experienced person needed for busy office. Good typing and general office skills required. Excellent benefits, pleasant surroundings. Call for appointment. Equal Opportunity Employer. Full or part time, days or afternoons. Salary open, commensurate with experience. Apply in person. Experienced person needed for busy office. Good typing and general office skills required. Excellent benefits, pleasant surroundings. Call for appointment. Equal Opportunity Employer. Full or part time, days or afternoons. Salary open, commensurate with experience. Apply in person. Experienced person needed for busy office. Good typing and general office skills required. Excellent benefits, pleasant surroundings. Call for appointment. Equal Opportunity Employer. Full or part time, days or afternoons. Salary open, commensurate with experience. Apply in person. Experienced person needed for busy office. Good typing and general office skills required. Excellent benefits, pleasant surroundings. Call for appointment. Equal Opportunity Employer. Full or part time, days or afternoons. Salary open, commensurate with experience. Apply in person. — [190, 1445, 275, 2175]
classified-ad — [372, 1328, 457, 1382]
ad-title: RN'S or LPN'S — [19, 729, 82, 740]
small-print-filler: Experienced person needed for busy office. Good typing and general office skills required. Excellent benefits, pleasant surroundings. Call for appointment. Equal Opportunity Employer. Full or part time, days or afternoons. Salary open, commensurate with experience. Apply in person. Experienced person needed for busy office. Good typing and general office skills required. Excellent benefits, pleasant surroundings. Call for appointment. Equal Opportunity Employer. Full or part time, days or afternoons. Salary open, commensurate with experience. Apply in person. — [463, 239, 548, 312]
classified-ad — [281, 349, 366, 375]
ad-title: AVON — [488, 213, 524, 227]
ad-title: Key Punch Operator — [391, 544, 438, 566]
ad-line: PLYMOUTH, MICHIGAN — [382, 1123, 448, 1131]
small-print-filler: Experienced person needed for busy office. Good typing and general office skills required. Excellent benefits, pleasant surroundings. Call for appointment. Equal Opportunity Employer. Full or part time, days or afternoons. Salary open, commensurate with experience. Apply in person. — [190, 842, 275, 879]
classified-ad — [281, 1133, 366, 1166]
ad-title: RECEPT. WEST — [107, 897, 176, 908]
ad-phone: 425-0052 — [663, 293, 714, 307]
ad-phone: 357-4686 — [663, 379, 714, 392]
small-print-filler: Experienced person needed for busy office. Good typing and general office skills required. Excellent benefits, pleasant surroundings. Call for appointment. Equal Opportunity Employer. Full or part time, days or afternoons. Salary open, commensurate with experience. Apply in person. Experienced person needed for busy office. Good typing and general office skills required. Excellent benefits, pleasant surroundings. Call for appointment. Equal Opportunity Employer. Full or part time, days or afternoons. Salary open, commensurate with experience. Apply in person. Experienced person needed for busy office. Good typing and general office skills required. Excellent benefits, pleasant surroundings. Call for appointment. Equal Opportunity Employer. Full or part time, days or afternoons. Salary open, commensurate with experience. Apply in person. — [99, 142, 184, 252]
small-print-filler: Experienced person needed for busy office. Good typing and general office skills required. Excellent benefits, pleasant surroundings. Call for appointment. Equal Opportunity Employer. Full or part time, days or afternoons. Salary open, commensurate with experience. Apply in person. Experienced person needed for busy office. Good typing and general office skills required. Excellent benefits, pleasant surroundings. Call for appointment. Equal Opportunity Employer. Full or part time, days or afternoons. Salary open, commensurate with experience. Apply in person. Experienced person needed for busy office. Good typing and general office skills required. Excellent benefits, pleasant surroundings. Call for appointment. Equal Opportunity Employer. Full or part time, days or afternoons. Salary open, commensurate with experience. Apply in person. — [645, 809, 731, 919]
ad-phone: 349-5000 — [299, 686, 349, 700]
small-print-filler: Experienced person needed for busy office. Good typing and general office skills required. Excellent benefits, pleasant surroundings. Call for appointment. Equal Opportunity Employer. Full or part time, days or afternoons. Salary open, commensurate with experience. Apply in person. Experienced person needed for busy office. Good typing and general office skills required. Excellent benefits, pleasant surroundings. Call for appointment. Equal Opportunity Employer. Full or part time, days or afternoons. Salary open, commensurate with experience. Apply in person. — [281, 765, 366, 839]
section-heading: 504 Help Wanted Office-Clerical — [463, 21, 548, 41]
classified-ad — [372, 1647, 457, 1684]
small-print-filler: Experienced person needed for busy office. Good typing and general office skills required. Excellent benefits, pleasant surroundings. Call for appointment. Equal Opportunity Employer. Full or part time, days or afternoons. Salary open, commensurate with experience. Apply in person. — [554, 361, 639, 398]
small-print-filler: Experienced person needed for busy office. Good typing and general office skills required. Excellent benefits, pleasant surroundings. Call for appointment. Equal Opportunity Employer. Full or part time, days or afternoons. Salary open, commensurate with experience. Apply in person. — [99, 632, 184, 669]
small-print-filler: Experienced person needed for busy office. Good typing and general office skills required. Excellent benefits, pleasant surroundings. Call for appointment. Equal Opportunity Employer. Full or part time, days or afternoons. Salary open, commensurate with experience. Apply in person. Experienced person needed for busy office. Good typing and general office skills required. Excellent benefits, pleasant surroundings. Call for appointment. Equal Opportunity Employer. Full or part time, days or afternoons. Salary open, commensurate with experience. Apply in person. Experienced person needed for busy office. Good typing and general office skills required. Excellent benefits, pleasant surroundings. Call for appointment. Equal Opportunity Employer. Full or part time, days or afternoons. Salary open, commensurate with experience. Apply in person. — [372, 1538, 457, 1647]
small-print-filler: Experienced person needed for busy office. Good typing and general office skills required. Excellent benefits, pleasant surroundings. Call for appointment. Equal Opportunity Employer. Full or part time, days or afternoons. Salary open, commensurate with experience. Apply in person. Experienced person needed for busy office. Good typing and general office skills required. Excellent benefits, pleasant surroundings. Call for appointment. Equal Opportunity Employer. Full or part time, days or afternoons. Salary open, commensurate with experience. Apply in person. Experienced person needed for busy office. Good typing and general office skills required. Excellent benefits, pleasant surroundings. Call for appointment. Equal Opportunity Employer. Full or part time, days or afternoons. Salary open, commensurate with experience. Apply in person. Experienced person needed for busy office. Good typing and general office skills required. Excellent benefits, pleasant surroundings. Call for appointment. Equal Opportunity Employer. Full or part time, days or afternoons. Salary open, commensurate with experience. Apply in person. Experienced person needed for busy office. Good typing and general office skills required. Excellent benefits, pleasant surroundings. Call for appointment. Equal Opportunity Employer. Full or part time, days or afternoons. Salary open, commensurate with experience. Apply in person. Experienced person needed for busy office. Good typing and general office skills required. Excellent benefits, pleasant surroundings. Call for appointment. Equal Opportunity Employer. Full or part time, days or afternoons. Salary open, commensurate with experience. Apply in person. Experienced person needed for busy office. Good typing and general office skills required. Excellent benefits, pleasant surroundings. Call for appointment. Equal Opportunity Employer. Full or part time, days or afternoons. Salary open, commensurate with experience. Apply in person. Experienced person needed for busy office. Good typing and general office skills required. Excellent benefits, pleasant surroundings. Call for appointment. Equal Opportunity Employer. Full or part time, days or afternoons. Salary open, commensurate with experience. Apply in person. Experienced person needed for busy office. Good typing and general office skills required. Excellent benefits, pleasant surroundings. Call for appointment. Equal Opportunity Employer. Full or part time, days or afternoons. Salary open, commensurate with experience. Apply in person. Experienced person needed for busy office. Good typing and general office skills required. Excellent benefits, pleasant surroundings. Call for appointment. Equal Opportunity Employer. Full or part time, days or afternoons. Salary open, commensurate with experience. Apply in person. Experienced person needed for busy office. Good typing and general office skills required. Excellent benefits, pleasant surroundings. Call for appointment. Equal Opportunity Employer. Full or part time, days or afternoons. Salary open, commensurate with experience. Apply in person. Experienced person needed for busy office. Good typing and general office skills required. Excellent benefits, pleasant surroundings. Call for appointment. Equal Opportunity Employer. Full or part time, days or afternoons. Salary open, commensurate with experience. Apply in person. Experienced person needed for busy office. Good typing and general office skills required. Excellent benefits, pleasant surroundings. Call for appointment. Equal Opportunity Employer. Full or part time, days or afternoons. Salary open, commensurate with experience. Apply in person. Experienced person needed for busy office. Good typing and general office skills required. Excellent benefits, pleasant surroundings. Call for appointment. Equal Opportunity Employer. Full or part time, days or afternoons. Salary open, commensurate with experience. Apply in person. Experienced person needed for busy office. Good typing and general office skills required. Excellent benefits, pleasant surroundings. Call for appointment. Equal Opportunity Employer. Full or part time, days or afternoons. Salary open, commensurate with experience. Apply in person. Experienced person needed for busy office. Good typing and general office skills required. Excellent benefits, pleasant surroundings. Call for appointment. Equal Opportunity Employer. Full or part time, days or afternoons. Salary open, commensurate with experience. Apply in person. Experienced person needed for busy office. Good typing and general office skills required. Excellent benefits, pleasant surroundings. Call for appointment. Equal Opportunity Employer. Full or part time, days or afternoons. Salary open, commensurate with experience. Apply in person. Experienced person needed for busy office. Good typing and general office skills required. Excellent benefits, pleasant surroundings. Call for appointment. Equal Opportunity Employer. Full or part time, days or afternoons. Salary open, commensurate with experience. Apply in person. Experienced person needed for busy office. Good typing and general office skills required. Excellent benefits, pleasant surroundings. Call for appointment. Equal Opportunity Employer. Full or part time, days or afternoons. Salary open, commensurate with experience. Apply in person. Experienced person needed for busy office. Good typing and general office skills required. Excellent benefits, pleasant surroundings. Call for appointment. Equal Opportunity Employer. Full or part time, days or afternoons. Salary open, commensurate with experience. Apply in person. — [8, 1295, 93, 2024]
small-print-filler: Experienced person needed for busy office. Good typing and general office skills required. Excellent benefits, pleasant surroundings. Call for appointment. Equal Opportunity Employer. Full or part time, days or afternoons. Salary open, commensurate with experience. Apply in person. Experienced person needed for busy office. Good typing and general office skills required. Excellent benefits, pleasant surroundings. Call for appointment. Equal Opportunity Employer. Full or part time, days or afternoons. Salary open, commensurate with experience. Apply in person. — [8, 484, 93, 557]
ad-title: PERMANENT STAFF — [386, 257, 444, 278]
paper-name: THE OBSERVER & ECCENTRIC — [29, 5, 138, 13]
ad-title: White Motor Corp. — [101, 254, 181, 265]
classified-ad — [554, 74, 639, 111]
section-heading: 504 Help Wanted Office-Clerical — [190, 21, 275, 41]
classified-ad — [8, 557, 93, 617]
ad-line: SUBURBAN PERSONNEL — [15, 1208, 86, 1215]
ad-line: We have an opening now for one Nurse Anesthetist — [13, 234, 88, 248]
ad-line: Snelling & Snelling — [208, 999, 258, 1006]
classified-ad — [8, 727, 93, 771]
ad-title: STENO-NW — [116, 603, 167, 613]
ad-title: EXPERIENCED CLERK-TYPIST — [199, 652, 266, 673]
ad-line: Joseph Wilcheski — [392, 1257, 438, 1264]
ad-line: chamberlain — [489, 640, 522, 647]
ad-line: Call Mrs. Avery 477-9840 — [18, 1201, 83, 1208]
classified-ad — [554, 1080, 639, 1110]
ad-title: SECRETARY — [296, 196, 351, 207]
classified-ad — [190, 651, 275, 686]
ad-line: FULL-TIME — [35, 98, 66, 105]
ad-title: FRIENDLY ATMOSPHERE — [109, 1195, 174, 1216]
ad-line: ACCOUNTS RECEIVABLE — [197, 238, 268, 245]
small-print-filler: Experienced person needed for busy office. Good typing and general office skills required. Excellent benefits, pleasant surroundings. Call for appointment. Equal Opportunity Employer. Full or part time, days or afternoons. Salary open, commensurate with experience. Apply in person. Experienced person needed for busy office. Good typing and general office skills required. Excellent benefits, pleasant surroundings. Call for appointment. Equal Opportunity Employer. Full or part time, days or afternoons. Salary open, commensurate with experience. Apply in person. — [8, 1220, 93, 1293]
ad-line: Shop go' over 25 with good business skills — [288, 671, 359, 685]
small-print-filler: Experienced person needed for busy office. Good typing and general office skills required. Excellent benefits, pleasant surroundings. Call for appointment. Equal Opportunity Employer. Full or part time, days or afternoons. Salary open, commensurate with experience. Apply in person. Experienced person needed for busy office. Good typing and general office skills required. Excellent benefits, pleasant surroundings. Call for appointment. Equal Opportunity Employer. Full or part time, days or afternoons. Salary open, commensurate with experience. Apply in person. — [281, 459, 366, 533]
ad-line: MEDICAL PERSONNEL POOL — [556, 680, 638, 687]
classified-ad — [281, 194, 366, 238]
ad-title: THE FREE AGENCY — [301, 351, 347, 373]
ad-line: Now hiring. Steady Work. — [563, 87, 630, 94]
small-print-filler: Experienced person needed for busy office. Good typing and general office skills required. Excellent benefits, pleasant surroundings. Call for appointment. Equal Opportunity Employer. Full or part time, days or afternoons. Salary open, commensurate with experience. Apply in person. Experienced person needed for busy office. Good typing and general office skills required. Excellent benefits, pleasant surroundings. Call for appointment. Equal Opportunity Employer. Full or part time, days or afternoons. Salary open, commensurate with experience. Apply in person. — [554, 1112, 639, 1185]
section-heading: 702 Antiques — [645, 1492, 731, 1504]
ad-line: MANPOWER — [397, 1511, 433, 1518]
ad-line: Nursing Center — [31, 978, 70, 985]
small-print-filler: Experienced person needed for busy office. Good typing and general office skills required. Excellent benefits, pleasant surroundings. Call for appointment. Equal Opportunity Employer. Full or part time, days or afternoons. Salary open, commensurate with experience. Apply in person. Experienced person needed for busy office. Good typing and general office skills required. Excellent benefits, pleasant surroundings. Call for appointment. Equal Opportunity Employer. Full or part time, days or afternoons. Salary open, commensurate with experience. Apply in person. Experienced person needed for busy office. Good typing and general office skills required. Excellent benefits, pleasant surroundings. Call for appointment. Equal Opportunity Employer. Full or part time, days or afternoons. Salary open, commensurate with experience. Apply in person. — [554, 870, 639, 980]
section-heading: 514 Situations Wanted Male — [554, 745, 639, 766]
ad-line: NEWBORN CARE — [664, 634, 713, 641]
ad-phone: 559-0560 — [116, 466, 167, 479]
small-print-filler: Experienced person needed for busy office. Good typing and general office skills required. Excellent benefits, pleasant surroundings. Call for appointment. Equal Opportunity Employer. Full or part time, days or afternoons. Salary open, commensurate with experience. Apply in person. Experienced person needed for busy office. Good typing and general office skills required. Excellent benefits, pleasant surroundings. Call for appointment. Equal Opportunity Employer. Full or part time, days or afternoons. Salary open, commensurate with experience. Apply in person. Experienced person needed for busy office. Good typing and general office skills required. Excellent benefits, pleasant surroundings. Call for appointment. Equal Opportunity Employer. Full or part time, days or afternoons. Salary open, commensurate with experience. Apply in person. — [281, 1168, 366, 1278]
classified-ad — [190, 1188, 275, 1214]
ad-phone: 352-9200 — [299, 852, 349, 865]
section-heading: 504 Help Wanted Office-Clerical — [99, 21, 184, 41]
small-print-filler: Experienced person needed for busy office. Good typing and general office skills required. Excellent benefits, pleasant surroundings. Call for appointment. Equal Opportunity Employer. Full or part time, days or afternoons. Salary open, commensurate with experience. Apply in person. — [281, 704, 366, 742]
small-print-filler: Experienced person needed for busy office. Good typing and general office skills required. Excellent benefits, pleasant surroundings. Call for appointment. Equal Opportunity Employer. Full or part time, days or afternoons. Salary open, commensurate with experience. Apply in person. Experienced person needed for busy office. Good typing and general office skills required. Excellent benefits, pleasant surroundings. Call for appointment. Equal Opportunity Employer. Full or part time, days or afternoons. Salary open, commensurate with experience. Apply in person. — [281, 121, 366, 195]
small-print-filler: Experienced person needed for busy office. Good typing and general office skills required. Excellent benefits, pleasant surroundings. Call for appointment. Equal Opportunity Employer. Full or part time, days or afternoons. Salary open, commensurate with experience. Apply in person. — [645, 946, 731, 983]
classified-ad — [463, 607, 548, 651]
ad-line: PERSONNEL — [305, 753, 342, 760]
ad-line: in Redford Twp — [31, 747, 70, 754]
classified-ad — [645, 270, 731, 310]
section-heading: 518 Education Instructions — [554, 846, 639, 866]
ad-title: LPN — [38, 84, 63, 98]
ad-line: Westland Nr Joy Rd — [24, 472, 77, 479]
section-heading: 504 Help Wanted Office-Clerical — [372, 21, 457, 41]
small-print-filler: Experienced person needed for busy office. Good typing and general office skills required. Excellent benefits, pleasant surroundings. Call for appointment. Equal Opportunity Employer. Full or part time, days or afternoons. Salary open, commensurate with experience. Apply in person. Experienced person needed for busy office. Good typing and general office skills required. Excellent benefits, pleasant surroundings. Call for appointment. Equal Opportunity Employer. Full or part time, days or afternoons. Salary open, commensurate with experience. Apply in person. Experienced person needed for busy office. Good typing and general office skills required. Excellent benefits, pleasant surroundings. Call for appointment. Equal Opportunity Employer. Full or part time, days or afternoons. Salary open, commensurate with experience. Apply in person. Experienced person needed for busy office. Good typing and general office skills required. Excellent benefits, pleasant surroundings. Call for appointment. Equal Opportunity Employer. Full or part time, days or afternoons. Salary open, commensurate with experience. Apply in person. Experienced person needed for busy office. Good typing and general office skills required. Excellent benefits, pleasant surroundings. Call for appointment. Equal Opportunity Employer. Full or part time, days or afternoons. Salary open, commensurate with experience. Apply in person. Experienced person needed for busy office. Good typing and general office skills required. Excellent benefits, pleasant surroundings. Call for appointment. Equal Opportunity Employer. Full or part time, days or afternoons. Salary open, commensurate with experience. Apply in person. Experienced person needed for busy office. Good typing and general office skills required. Excellent benefits, pleasant surroundings. Call for appointment. Equal Opportunity Employer. Full or part time, days or afternoons. Salary open, commensurate with experience. Apply in person. Experienced person needed for busy office. Good typing and general office skills required. Excellent benefits, pleasant surroundings. Call for appointment. Equal Opportunity Employer. Full or part time, days or afternoons. Salary open, commensurate with experience. Apply in person. Experienced person needed for busy office. Good typing and general office skills required. Excellent benefits, pleasant surroundings. Call for appointment. Equal Opportunity Employer. Full or part time, days or afternoons. Salary open, commensurate with experience. Apply in person. Experienced person needed for busy office. Good typing and general office skills required. Excellent benefits, pleasant surroundings. Call for appointment. Equal Opportunity Employer. Full or part time, days or afternoons. Salary open, commensurate with experience. Apply in person. Experienced person needed for busy office. Good typing and general office skills required. Excellent benefits, pleasant surroundings. Call for appointment. Equal Opportunity Employer. Full or part time, days or afternoons. Salary open, commensurate with experience. Apply in person. Experienced person needed for busy office. Good typing and general office skills required. Excellent benefits, pleasant surroundings. Call for appointment. Equal Opportunity Employer. Full or part time, days or afternoons. Salary open, commensurate with experience. Apply in person. Experienced person needed for busy office. Good typing and general office skills required. Excellent benefits, pleasant surroundings. Call for appointment. Equal Opportunity Employer. Full or part time, days or afternoons. Salary open, commensurate with experience. Apply in person. Experienced person needed for busy office. Good typing and general office skills required. Excellent benefits, pleasant surroundings. Call for appointment. Equal Opportunity Employer. Full or part time, days or afternoons. Salary open, commensurate with experience. Apply in person. Experienced person needed for busy office. Good typing and general office skills required. Excellent benefits, pleasant surroundings. Call for appointment. Equal Opportunity Employer. Full or part time, days or afternoons. Salary open, commensurate with experience. Apply in person. Experienced person needed for busy office. Good typing and general office skills required. Excellent benefits, pleasant surroundings. Call for appointment. Equal Opportunity Employer. Full or part time, days or afternoons. Salary open, commensurate with experience. Apply in person. Experienced person needed for busy office. Good typing and general office skills required. Excellent benefits, pleasant surroundings. Call for appointment. Equal Opportunity Employer. Full or part time, days or afternoons. Salary open, commensurate with experience. Apply in person. Experienced person needed for busy office. Good typing and general office skills required. Excellent benefits, pleasant surroundings. Call for appointment. Equal Opportunity Employer. Full or part time, days or afternoons. Salary open, commensurate with experience. Apply in person. Experienced person needed for busy office. Good typing and general office skills required. Excellent benefits, pleasant surroundings. Call for appointment. Equal Opportunity Employer. Full or part time, days or afternoons. Salary open, commensurate with experience. Apply in person. Experienced person needed for busy office. Good typing and general office skills required. Excellent benefits, pleasant surroundings. Call for appointment. Equal Opportunity Employer. Full or part time, days or afternoons. Salary open, commensurate with experience. Apply in person. — [554, 1187, 639, 1916]
small-print-filler: Experienced person needed for busy office. Good typing and general office skills required. Excellent benefits, pleasant surroundings. Call for appointment. Equal Opportunity Employer. Full or part time, days or afternoons. Salary open, commensurate with experience. Apply in person. Experienced person needed for busy office. Good typing and general office skills required. Excellent benefits, pleasant surroundings. Call for appointment. Equal Opportunity Employer. Full or part time, days or afternoons. Salary open, commensurate with experience. Apply in person. — [554, 436, 639, 510]
small-print-filler: Experienced person needed for busy office. Good typing and general office skills required. Excellent benefits, pleasant surroundings. Call for appointment. Equal Opportunity Employer. Full or part time, days or afternoons. Salary open, commensurate with experience. Apply in person. Experienced person needed for busy office. Good typing and general office skills required. Excellent benefits, pleasant surroundings. Call for appointment. Equal Opportunity Employer. Full or part time, days or afternoons. Salary open, commensurate with experience. Apply in person. Experienced person needed for busy office. Good typing and general office skills required. Excellent benefits, pleasant surroundings. Call for appointment. Equal Opportunity Employer. Full or part time, days or afternoons. Salary open, commensurate with experience. Apply in person. — [554, 537, 639, 647]
ad-line: Lois Ray Personnel — [298, 94, 349, 101]
ad-title: STEADY WORK — [563, 187, 631, 198]
small-print-filler: Experienced person needed for busy office. Good typing and general office skills required. Excellent benefits, pleasant surroundings. Call for appointment. Equal Opportunity Employer. Full or part time, days or afternoons. Salary open, commensurate with experience. Apply in person. Experienced person needed for busy office. Good typing and general office skills required. Excellent benefits, pleasant surroundings. Call for appointment. Equal Opportunity Employer. Full or part time, days or afternoons. Salary open, commensurate with experience. Apply in person. Experienced person needed for busy office. Good typing and general office skills required. Excellent benefits, pleasant surroundings. Call for appointment. Equal Opportunity Employer. Full or part time, days or afternoons. Salary open, commensurate with experience. Apply in person. — [190, 1334, 275, 1444]
ad-phone: 965-7000 — [390, 1667, 440, 1681]
classified-ad — [372, 255, 457, 280]
ad-line: THE FREE AGENCY — [205, 178, 260, 185]
ad-title: IBM KEYPUNCH — [561, 1082, 632, 1093]
classified-ad — [281, 82, 366, 119]
small-print-filler: Experienced person needed for busy office. Good typing and general office skills required. Excellent benefits, pleasant surroundings. Call for appointment. Equal Opportunity Employer. Full or part time, days or afternoons. Salary open, commensurate with experience. Apply in person. Experienced person needed for busy office. Good typing and general office skills required. Excellent benefits, pleasant surroundings. Call for appointment. Equal Opportunity Employer. Full or part time, days or afternoons. Salary open, commensurate with experience. Apply in person. Experienced person needed for busy office. Good typing and general office skills required. Excellent benefits, pleasant surroundings. Call for appointment. Equal Opportunity Employer. Full or part time, days or afternoons. Salary open, commensurate with experience. Apply in person. — [463, 976, 548, 1086]
ad-phone: 561-2762 — [572, 206, 622, 220]
ad-line: Presbyterian Village — [24, 740, 77, 747]
ad-line: North Suburbs — [396, 331, 434, 338]
small-print-filler: Experienced person needed for busy office. Good typing and general office skills required. Excellent benefits, pleasant surroundings. Call for appointment. Equal Opportunity Employer. Full or part time, days or afternoons. Salary open, commensurate with experience. Apply in person. Experienced person needed for busy office. Good typing and general office skills required. Excellent benefits, pleasant surroundings. Call for appointment. Equal Opportunity Employer. Full or part time, days or afternoons. Salary open, commensurate with experience. Apply in person. Experienced person needed for busy office. Good typing and general office skills required. Excellent benefits, pleasant surroundings. Call for appointment. Equal Opportunity Employer. Full or part time, days or afternoons. Salary open, commensurate with experience. Apply in person. Experienced person needed for busy office. Good typing and general office skills required. Excellent benefits, pleasant surroundings. Call for appointment. Equal Opportunity Employer. Full or part time, days or afternoons. Salary open, commensurate with experience. Apply in person. Experienced person needed for busy office. Good typing and general office skills required. Excellent benefits, pleasant surroundings. Call for appointment. Equal Opportunity Employer. Full or part time, days or afternoons. Salary open, commensurate with experience. Apply in person. Experienced person needed for busy office. Good typing and general office skills required. Excellent benefits, pleasant surroundings. Call for appointment. Equal Opportunity Employer. Full or part time, days or afternoons. Salary open, commensurate with experience. Apply in person. Experienced person needed for busy office. Good typing and general office skills required. Excellent benefits, pleasant surroundings. Call for appointment. Equal Opportunity Employer. Full or part time, days or afternoons. Salary open, commensurate with experience. Apply in person. Experienced person needed for busy office. Good typing and general office skills required. Excellent benefits, pleasant surroundings. Call for appointment. Equal Opportunity Employer. Full or part time, days or afternoons. Salary open, commensurate with experience. Apply in person. Experienced person needed for busy office. Good typing and general office skills required. Excellent benefits, pleasant surroundings. Call for appointment. Equal Opportunity Employer. Full or part time, days or afternoons. Salary open, commensurate with experience. Apply in person. Experienced person needed for busy office. Good typing and general office skills required. Excellent benefits, pleasant surroundings. Call for appointment. Equal Opportunity Employer. Full or part time, days or afternoons. Salary open, commensurate with experience. Apply in person. Experienced person needed for busy office. Good typing and general office skills required. Excellent benefits, pleasant surroundings. Call for appointment. Equal Opportunity Employer. Full or part time, days or afternoons. Salary open, commensurate with experience. Apply in person. Experienced person needed for busy office. Good typing and general office skills required. Excellent benefits, pleasant surroundings. Call for appointment. Equal Opportunity Employer. Full or part time, days or afternoons. Salary open, commensurate with experience. Apply in person. Experienced person needed for busy office. Good typing and general office skills required. Excellent benefits, pleasant surroundings. Call for appointment. Equal Opportunity Employer. Full or part time, days or afternoons. Salary open, commensurate with experience. Apply in person. Experienced person needed for busy office. Good typing and general office skills required. Excellent benefits, pleasant surroundings. Call for appointment. Equal Opportunity Employer. Full or part time, days or afternoons. Salary open, commensurate with experience. Apply in person. Experienced person needed for busy office. Good typing and general office skills required. Excellent benefits, pleasant surroundings. Call for appointment. Equal Opportunity Employer. Full or part time, days or afternoons. Salary open, commensurate with experience. Apply in person. Experienced person needed for busy office. Good typing and general office skills required. Excellent benefits, pleasant surroundings. Call for appointment. Equal Opportunity Employer. Full or part time, days or afternoons. Salary open, commensurate with experience. Apply in person. Experienced person needed for busy office. Good typing and general office skills required. Excellent benefits, pleasant surroundings. Call for appointment. Equal Opportunity Employer. Full or part time, days or afternoons. Salary open, commensurate with experience. Apply in person. Experienced person needed for busy office. Good typing and general office skills required. Excellent benefits, pleasant surroundings. Call for appointment. Equal Opportunity Employer. Full or part time, days or afternoons. Salary open, commensurate with experience. Apply in person. Experienced person needed for busy office. Good typing and general office skills required. Excellent benefits, pleasant surroundings. Call for appointment. Equal Opportunity Employer. Full or part time, days or afternoons. Salary open, commensurate with experience. Apply in person. Experienced person needed for busy office. Good typing and general office skills required. Excellent benefits, pleasant surroundings. Call for appointment. Equal Opportunity Employer. Full or part time, days or afternoons. Salary open, commensurate with experience. Apply in person. — [463, 1141, 548, 1870]
small-print-filler: Experienced person needed for busy office. Good typing and general office skills required. Excellent benefits, pleasant surroundings. Call for appointment. Equal Opportunity Employer. Full or part time, days or afternoons. Salary open, commensurate with experience. Apply in person. Experienced person needed for busy office. Good typing and general office skills required. Excellent benefits, pleasant surroundings. Call for appointment. Equal Opportunity Employer. Full or part time, days or afternoons. Salary open, commensurate with experience. Apply in person. Experienced person needed for busy office. Good typing and general office skills required. Excellent benefits, pleasant surroundings. Call for appointment. Equal Opportunity Employer. Full or part time, days or afternoons. Salary open, commensurate with experience. Apply in person. — [463, 46, 548, 155]
column-7 — [552, 18, 643, 1916]
ad-line: PLUS BONUS — [487, 965, 525, 972]
ad-line: DALGLEISH CADILLAC — [383, 1358, 447, 1365]
small-print-filler: Experienced person needed for busy office. Good typing and general office skills required. Excellent benefits, pleasant surroundings. Call for appointment. Equal Opportunity Employer. Full or part time, days or afternoons. Salary open, commensurate with experience. Apply in person. Experienced person needed for busy office. Good typing and general office skills required. Excellent benefits, pleasant surroundings. Call for appointment. Equal Opportunity Employer. Full or part time, days or afternoons. Salary open, commensurate with experience. Apply in person. Experienced person needed for busy office. Good typing and general office skills required. Excellent benefits, pleasant surroundings. Call for appointment. Equal Opportunity Employer. Full or part time, days or afternoons. Salary open, commensurate with experience. Apply in person. — [281, 549, 366, 659]
